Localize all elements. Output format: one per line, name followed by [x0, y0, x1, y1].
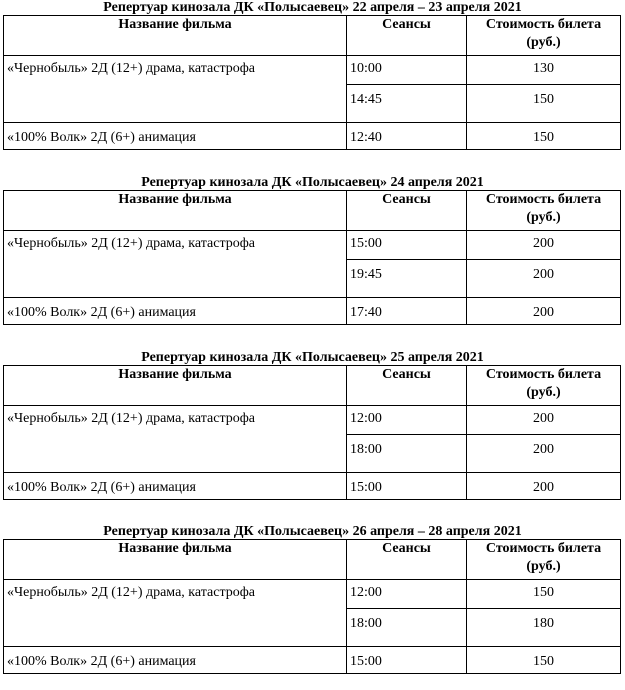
session-time: 15:00 [347, 473, 467, 500]
header-film: Название фильма [4, 366, 347, 406]
table-row [4, 580, 621, 609]
table-header-row [4, 366, 621, 406]
film-name: «100% Волк» 2Д (6+) анимация [4, 473, 347, 500]
session-time: 17:40 [347, 298, 467, 325]
header-sessions: Сеансы [347, 16, 467, 56]
session-time: 15:00 [347, 647, 467, 674]
film-name: «Чернобыль» 2Д (12+) драма, катастрофа [4, 56, 347, 123]
ticket-price: 180 [467, 609, 621, 647]
table-header-row [4, 16, 621, 56]
schedule-title: Репертуар кинозала ДК «Полысаевец» 22 апреля – 23 апреля 2021 [103, 0, 522, 15]
header-price: Стоимость билета (руб.) [467, 16, 621, 56]
ticket-price: 200 [467, 435, 621, 473]
table-header-row [4, 540, 621, 580]
header-sessions: Сеансы [347, 191, 467, 231]
header-sessions: Сеансы [347, 540, 467, 580]
ticket-price: 200 [467, 473, 621, 500]
ticket-price: 200 [467, 406, 621, 435]
ticket-price: 150 [467, 647, 621, 674]
header-film: Название фильма [4, 16, 347, 56]
schedule-table [3, 190, 621, 325]
ticket-price: 150 [467, 123, 621, 150]
table-row [4, 406, 621, 435]
table-row [4, 647, 621, 674]
film-name: «100% Волк» 2Д (6+) анимация [4, 123, 347, 150]
schedule-title: Репертуар кинозала ДК «Полысаевец» 24 апреля 2021 [141, 175, 484, 190]
table-row [4, 298, 621, 325]
film-name: «Чернобыль» 2Д (12+) драма, катастрофа [4, 580, 347, 647]
ticket-price: 130 [467, 56, 621, 85]
header-price: Стоимость билета (руб.) [467, 366, 621, 406]
session-time: 12:40 [347, 123, 467, 150]
schedule-table [3, 365, 621, 500]
header-price: Стоимость билета (руб.) [467, 540, 621, 580]
session-time: 18:00 [347, 609, 467, 647]
header-sessions: Сеансы [347, 366, 467, 406]
table-row [4, 231, 621, 260]
table-row [4, 473, 621, 500]
ticket-price: 150 [467, 85, 621, 123]
film-name: «Чернобыль» 2Д (12+) драма, катастрофа [4, 406, 347, 473]
session-time: 10:00 [347, 56, 467, 85]
session-time: 18:00 [347, 435, 467, 473]
schedule-title: Репертуар кинозала ДК «Полысаевец» 25 апреля 2021 [141, 350, 484, 365]
ticket-price: 150 [467, 580, 621, 609]
ticket-price: 200 [467, 260, 621, 298]
session-time: 12:00 [347, 580, 467, 609]
table-row [4, 123, 621, 150]
header-film: Название фильма [4, 540, 347, 580]
table-row [4, 56, 621, 85]
ticket-price: 200 [467, 231, 621, 260]
ticket-price: 200 [467, 298, 621, 325]
session-time: 14:45 [347, 85, 467, 123]
schedule-table [3, 539, 621, 674]
header-price: Стоимость билета (руб.) [467, 191, 621, 231]
session-time: 19:45 [347, 260, 467, 298]
film-name: «100% Волк» 2Д (6+) анимация [4, 298, 347, 325]
schedule-table [3, 15, 621, 150]
session-time: 15:00 [347, 231, 467, 260]
session-time: 12:00 [347, 406, 467, 435]
header-film: Название фильма [4, 191, 347, 231]
film-name: «100% Волк» 2Д (6+) анимация [4, 647, 347, 674]
table-header-row [4, 191, 621, 231]
film-name: «Чернобыль» 2Д (12+) драма, катастрофа [4, 231, 347, 298]
schedule-title: Репертуар кинозала ДК «Полысаевец» 26 апреля – 28 апреля 2021 [103, 524, 522, 539]
